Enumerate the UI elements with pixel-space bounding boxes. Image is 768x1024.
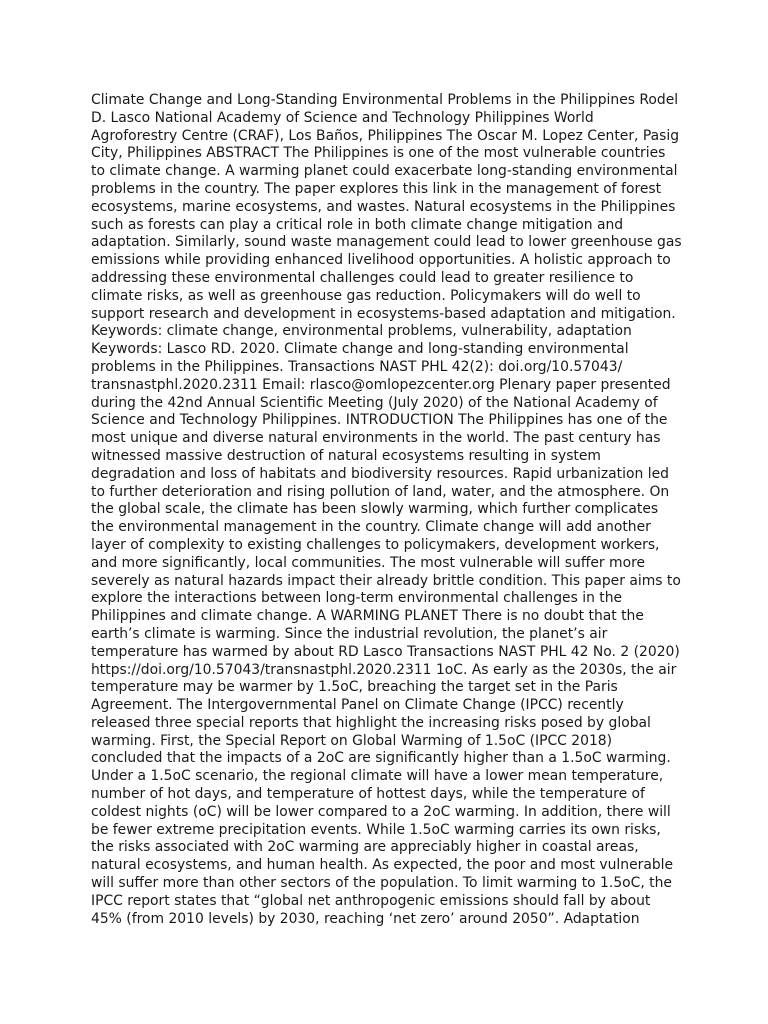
text-line: ecosystems, marine ecosystems, and wastes. Natural ecosystems in the Philippines (91, 198, 676, 215)
text-line: addressing these environmental challenges could lead to greater resilience to (91, 269, 634, 286)
text-line: Under a 1.5oC scenario, the regional climate will have a lower mean temperature, (91, 768, 664, 785)
text-line: temperature may be warmer by 1.5oC, breaching the target set in the Paris (91, 679, 618, 696)
text-line: degradation and loss of habitats and biodiversity resources. Rapid urbanization led (91, 465, 669, 482)
text-line: Philippines and climate change. A WARMING PLANET There is no doubt that the (91, 608, 644, 625)
text-line: such as forests can play a critical role in both climate change mitigation and (91, 216, 624, 233)
text-line: climate risks, as well as greenhouse gas reduction. Policymakers will do well to (91, 287, 641, 304)
text-line: Agroforestry Centre (CRAF), Los Baños, Philippines The Oscar M. Lopez Center, Pasig (91, 127, 680, 144)
text-line: Keywords: climate change, environmental problems, vulnerability, adaptation (91, 323, 632, 340)
text-line: IPCC report states that “global net anthropogenic emissions should fall by about (91, 892, 651, 909)
text-line: D. Lasco National Academy of Science and Technology Philippines World (91, 109, 594, 126)
text-line: number of hot days, and temperature of hottest days, while the temperature of (91, 786, 645, 803)
document-body-text (91, 92, 683, 928)
text-line: most unique and diverse natural environments in the world. The past century has (91, 430, 661, 447)
text-line: witnessed massive destruction of natural ecosystems resulting in system (91, 447, 601, 464)
text-line: adaptation. Similarly, sound waste management could lead to lower greenhouse gas (91, 234, 682, 251)
text-line: support research and development in ecosystems-based adaptation and mitigation. (91, 305, 676, 322)
text-line: during the 42nd Annual Scientific Meeting (July 2020) of the National Academy of (91, 394, 658, 411)
text-line: problems in the country. The paper explores this link in the management of forest (91, 180, 662, 197)
text-line: natural ecosystems, and human health. As expected, the poor and most vulnerable (91, 857, 674, 874)
text-line: concluded that the impacts of a 2oC are significantly higher than a 1.5oC warming. (91, 750, 671, 767)
text-line: Agreement. The Intergovernmental Panel on Climate Change (IPCC) recently (91, 697, 624, 714)
text-line: to further deterioration and rising pollution of land, water, and the atmosphere. On (91, 483, 670, 500)
text-line: Keywords: Lasco RD. 2020. Climate change and long-standing environmental (91, 341, 629, 358)
text-line: be fewer extreme precipitation events. While 1.5oC warming carries its own risks, (91, 821, 661, 838)
text-line: the global scale, the climate has been slowly warming, which further complicates (91, 501, 659, 518)
text-line: temperature has warmed by about RD Lasco Transactions NAST PHL 42 No. 2 (2020) (91, 643, 680, 660)
text-line: emissions while providing enhanced livelihood opportunities. A holistic approach to (91, 252, 671, 269)
text-line: warming. First, the Special Report on Global Warming of 1.5oC (IPCC 2018) (91, 732, 613, 749)
text-line: Climate Change and Long-Standing Environmental Problems in the Philippines Rodel (91, 92, 679, 108)
text-line: explore the interactions between long-term environmental challenges in the (91, 590, 623, 607)
text-line: layer of complexity to existing challenges to policymakers, development workers, (91, 536, 660, 553)
text-line: the environmental management in the country. Climate change will add another (91, 519, 651, 536)
text-line: Science and Technology Philippines. INTRODUCTION The Philippines has one of the (91, 412, 668, 429)
text-line: 45% (from 2010 levels) by 2030, reaching ‘net zero’ around 2050”. Adaptation (91, 910, 640, 927)
text-line: https://doi.org/10.57043/transnastphl.2020.2311 1oC. As early as the 2030s, the air (91, 661, 677, 678)
text-line: coldest nights (oC) will be lower compared to a 2oC warming. In addition, there will (91, 803, 671, 820)
text-line: will suffer more than other sectors of the population. To limit warming to 1.5oC, the (91, 875, 672, 892)
text-line: to climate change. A warming planet could exacerbate long-standing environmental (91, 163, 678, 180)
text-line: released three special reports that highlight the increasing risks posed by global (91, 714, 651, 731)
text-line: the risks associated with 2oC warming are appreciably higher in coastal areas, (91, 839, 639, 856)
text-line: City, Philippines ABSTRACT The Philippines is one of the most vulnerable countries (91, 145, 666, 162)
text-line: transnastphl.2020.2311 Email: rlasco@omlopezcenter.org Plenary paper presented (91, 376, 671, 393)
text-line: earth’s climate is warming. Since the industrial revolution, the planet’s air (91, 625, 608, 642)
text-line: and more significantly, local communities. The most vulnerable will suffer more (91, 554, 646, 571)
text-line: severely as natural hazards impact their already brittle condition. This paper aims to (91, 572, 681, 589)
text-line: problems in the Philippines. Transactions NAST PHL 42(2): doi.org/10.57043/ (91, 358, 623, 375)
